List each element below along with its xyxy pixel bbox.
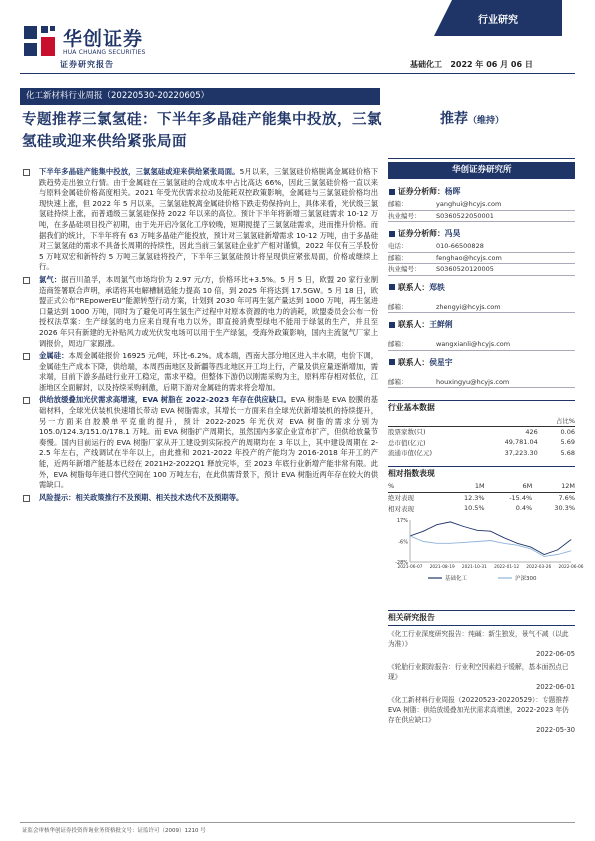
analyst-contact	[388, 377, 575, 389]
contact-label: 邮箱：	[388, 340, 408, 348]
contact-name: 郑轶	[429, 282, 445, 292]
analyst-name: 杨晖	[444, 187, 461, 196]
bullet-lead: 氯气：	[39, 274, 62, 284]
chart-point	[463, 542, 464, 543]
analyst-role: 证券分析师：	[398, 229, 445, 238]
chart-point	[504, 542, 505, 543]
sidebar	[388, 162, 584, 735]
table-cell: 5.69	[560, 438, 575, 447]
bullet-text: 据百川盈孚，本周氯气市场均价为 2.97 元/方，价格环比+3.5%。5 月 5 日，欧盟 20 家行业制造商签署联合声明，承诺将其电解槽制造能力提高 10 倍，到 2025 年将达到 17.5GW。5 月 18 日，欧盟正式公布“REpowerEU”能源转型行动方案，计划到 2030 年可再生氢产量达到 1000 万吨，再生氢进口量达到 1000 万吨，同时为了避免可再生氢生产过程中对原本资源的电力的消耗，欧盟委员会公布一份授权法草案：生产绿氢的电力应来自现有电力以外，即直接消费型绿电不能用于绿氢的生产，并且至 2026 年只有新建的无补贴风力或光伏发电场可以用于生产绿氢，受海外政策影响，国内主流氢气厂家上调报价，周边厂家跟涨。	[39, 274, 379, 348]
chart-x-tick-label: 2021-06-07	[397, 564, 423, 570]
contact-value[interactable]: yanghui@hcyjs.com	[436, 200, 502, 208]
analyst-contact	[388, 253, 575, 265]
basic-data-table	[388, 415, 575, 458]
contact-label: 电话：	[388, 242, 408, 250]
contact-label: 邮箱：	[388, 253, 408, 262]
chart-point	[504, 537, 505, 538]
performance-chart	[388, 514, 584, 584]
table-cell: 总市值(亿元)	[388, 438, 426, 447]
analyst-name: 冯昊	[444, 229, 461, 238]
chart-point	[517, 542, 518, 543]
bullet-text: EVA 树脂是 EVA 胶膜的基础材料，全球光伏装机快速增长带动 EVA 树脂需求，其增长一方面来自全球光伏新增装机的持续提升，另一方面来自胶膜单平克重的提升，预计 2022-2025 年光伏对 EVA 树脂的需求分别为 105.0/124.3/151.0/178.1 万吨。而 EVA 树脂扩产周期长，虽然国内多家企业宣布扩产，但供给放量节奏慢。国内目前运行的 EVA 树脂厂家从开工建设到实际投产的周期均在 3 年以上，其中建设周期在 2-2.5 年左右，产线调试在半年以上，由此推和 2021-2022 年投产的产能均为 2016-2018 年开工的产能，近两年新增产能基本已经在 2021H2-2022Q1 释放完毕，至 2023 年底行业新增产能非常有限。此外，EVA 树脂每年进口替代空间在 100 万吨左右，在此供需背景下，预计 EVA 树脂近两年存在较大的供需缺口。	[39, 395, 378, 490]
chart-series-line	[410, 521, 571, 554]
bullet-text: 本周金属硅报价 16925 元/吨，环比-6.2%。成本端，西南大部分地区进入丰水期，电价下调，金属硅生产成本下降，供给端，本周西南地区及新疆等西北地区开工均上行，产量及供应量逐渐增加，需求端，目前下游多晶硅行业开工稳定，需求平稳，但整体下游仍以刚需采购为主，原料库存相对低位，江浙地区全面解封，以及持续采购刺激，后期下游对金属硅的需求将会增加。	[39, 351, 378, 392]
chart-point	[490, 530, 491, 531]
bullet-lead: 供给放缓叠加光伏需求高增速，EVA 树脂在 2022-2023 年存在供应缺口。	[39, 395, 291, 405]
table-header-cell	[388, 415, 474, 426]
square-bullet-icon	[389, 284, 395, 290]
summary-bullets	[23, 167, 378, 503]
chart-y-tick-label: 17%	[396, 517, 408, 524]
footer-divider	[20, 822, 575, 823]
tag-notch	[434, 0, 452, 36]
chart-point	[450, 521, 451, 522]
logo-subtext: HUA CHUANG SECURITIES	[63, 49, 146, 56]
chart-point	[557, 554, 558, 555]
contact-role: 联系人：	[398, 357, 430, 367]
contact-value[interactable]: zhengyi@hcyjs.com	[436, 302, 501, 311]
bullet-item	[23, 351, 378, 393]
table-cell: 绝对表现	[388, 494, 414, 503]
contact-name: 王鲜俐	[429, 320, 453, 329]
related-report-link[interactable]: 《化工行业深度研究报告：纯碱：新生独发，景气不减（以此为准）》	[388, 629, 569, 648]
related-report-link[interactable]: 《化工新材料行业周报（20220523-20220529）：专题推荐 EVA 树脂：供给放缓叠加光伏需求高增速，2022-2023 年仍存在供应缺口》	[388, 695, 569, 724]
table-cell: 49,781.04	[504, 438, 538, 447]
table-cell: 426	[525, 427, 538, 436]
contact-title	[388, 281, 575, 295]
analyst-block	[388, 185, 575, 222]
performance-chart-svg	[388, 514, 584, 584]
table-cell: 7.6%	[558, 493, 575, 502]
bullet-item	[23, 395, 378, 490]
table-header-cell: 占比%	[538, 415, 575, 426]
contact-label: 邮箱：	[388, 302, 408, 311]
basic-data-title: 行业基本数据	[388, 400, 575, 415]
contact-value[interactable]: houxingyu@hcyjs.com	[436, 377, 510, 386]
bullet-box-icon	[23, 495, 30, 502]
square-bullet-icon	[389, 231, 395, 237]
chart-point	[423, 530, 424, 531]
table-cell: 5.68	[560, 448, 575, 457]
chart-y-tick-label: -28%	[395, 559, 408, 566]
contact-label: 邮箱：	[388, 200, 408, 208]
contact-block	[388, 318, 575, 351]
chart-x-tick-label: 2022-06-06	[558, 564, 584, 570]
analyst-contact	[388, 241, 575, 253]
table-cell: -15.4%	[509, 493, 533, 502]
analyst-contact	[388, 302, 575, 314]
chart-point	[571, 550, 572, 551]
chart-point	[557, 549, 558, 550]
contact-name: 侯星宇	[429, 357, 453, 367]
square-bullet-icon	[389, 359, 395, 365]
table-row	[388, 448, 575, 459]
table-cell: 12.3%	[463, 493, 485, 502]
report-type-tag	[434, 0, 562, 36]
chart-point	[463, 526, 464, 527]
contact-label: 邮箱：	[388, 377, 408, 386]
bullet-box-icon	[23, 397, 30, 404]
chart-point	[423, 541, 424, 542]
bullet-lead: 下半年多晶硅产能集中投放，三氯氢硅或迎来供给紧张局面。	[39, 167, 240, 176]
chart-point	[571, 539, 572, 540]
contact-block	[388, 281, 575, 314]
related-report-date: 2022-05-30	[536, 725, 575, 734]
table-header-row	[388, 481, 575, 492]
contact-value[interactable]: wangxianli@hcyjs.com	[436, 340, 511, 348]
contact-value: 010-66500828	[436, 242, 484, 250]
chart-point	[517, 544, 518, 545]
analyst-role: 证券分析师：	[398, 187, 445, 196]
chart-x-tick-label: 2022-01-12	[494, 564, 520, 570]
analyst-title	[388, 227, 575, 241]
institute-band: 华创证券研究所	[388, 162, 575, 179]
table-header-cell: 6M	[485, 481, 533, 492]
contact-role: 联系人：	[398, 282, 430, 292]
analyst-title	[388, 185, 575, 199]
table-cell: 流通市值(亿元)	[388, 449, 433, 458]
bullet-item	[23, 493, 378, 504]
table-header-cell: 12M	[532, 481, 575, 492]
table-cell: 37,223.30	[504, 448, 538, 457]
chart-point	[544, 554, 545, 555]
bullet-lead: 金属硅：	[39, 351, 69, 361]
table-cell: 30.3%	[554, 504, 575, 513]
footer-note: 证监会审核华创证券投资咨询业务资格批文号：证监许可（2009）1210 号	[22, 828, 206, 834]
logo-mark-icon	[23, 25, 57, 59]
table-row	[388, 426, 575, 437]
chart-x-tick-label: 2021-10-31	[461, 564, 487, 570]
table-cell: 相对表现	[388, 504, 414, 513]
chart-point	[436, 542, 437, 543]
analyst-contact	[388, 199, 575, 211]
contact-value: S0360522050001	[436, 211, 494, 220]
sector-name: 基础化工	[410, 60, 442, 69]
contact-label: 执业编号：	[388, 211, 421, 220]
logo-text: 华创证券	[63, 28, 144, 50]
analyst-contact	[388, 211, 575, 223]
header-divider	[20, 73, 575, 74]
square-bullet-icon	[389, 322, 395, 328]
bullet-text: 5月以来，三氯氢硅价格脱离金属硅价格下跌趋势走出独立行情。由于金属硅在三氯氢硅的合成成本中占比高达 66%，因此三氯氢硅价格一直以来与原料金属硅价格高度相关。2021 年受光伏需求拉动及能耗双控政策影响，金属硅与三氯氢硅价格均出现快速上涨，但 2022 年 5 月以来，三氯氢硅脱离金属硅价格下跌走势保持向上，具体来看，光伏级三氯氢硅持续上涨，而普通级三氯氢硅保持 2022 年以来的高位。预计下半年将新增三氯氢硅需求 10-12 万吨，在多晶硅项目投产初期，由于先开启冷氢化工序较晚，短期搅提了三氯氢硅需求，进而推升价格。而据我们的统计，下半年将有 63 万吨多晶硅产能投放，预计对三氯氢硅新增需求 10-12 万吨，由于多晶硅对三氯氢硅的需求不具备长周期的持续性，因此当前三氯氢硅企业扩产相对谨慎，2022 年仅有三孚股份 5 万吨双宏和新特约 5 万吨三氯氢硅将投产，下半年三氯氢硅预计将呈现供应紧张局面，价格或继续上行。	[39, 167, 378, 272]
bullet-lead: 风险提示：相关政策推行不及预期、相关技术迭代不及预期等。	[39, 492, 244, 502]
contact-block	[388, 356, 575, 389]
performance-title: 相对指数表现	[388, 466, 575, 481]
chart-point	[530, 548, 531, 549]
contact-role: 联系人：	[398, 320, 430, 329]
report-type-label: 行业研究	[478, 14, 518, 26]
contact-title	[388, 318, 575, 332]
sector-date	[410, 59, 533, 70]
table-header-cell: %	[388, 481, 442, 492]
bullet-box-icon	[23, 353, 30, 360]
rating-value: 推荐	[440, 111, 468, 127]
chart-point	[450, 542, 451, 543]
chart-x-tick-label: 2021-08-19	[429, 564, 455, 570]
table-row	[388, 503, 575, 514]
related-report-link[interactable]: 《轮胎行业跟踪报告：行业利空因素趋于缓解，基本面拐点已现》	[388, 662, 569, 681]
table-header-cell: 1M	[442, 481, 485, 492]
chart-point	[477, 529, 478, 530]
related-report-date: 2022-06-01	[536, 682, 575, 691]
table-row	[388, 492, 575, 503]
report-date: 2022 年 06 月 06 日	[450, 60, 533, 69]
contact-title	[388, 356, 575, 370]
analyst-contact	[388, 264, 575, 276]
rating	[440, 108, 504, 128]
chart-point	[477, 541, 478, 542]
square-bullet-icon	[389, 189, 395, 195]
bullet-box-icon	[23, 277, 30, 284]
table-cell: 0.4%	[515, 504, 533, 513]
chart-y-tick-label: -6%	[398, 538, 408, 545]
table-row	[388, 437, 575, 448]
chart-x-tick-label: 2022-03-26	[526, 564, 552, 570]
rating-divider	[388, 158, 575, 159]
chart-point	[410, 535, 411, 536]
rating-note: （维持）	[468, 116, 505, 126]
table-cell: 0.06	[560, 427, 575, 436]
contact-label: 执业编号：	[388, 265, 421, 273]
performance-table	[388, 481, 575, 514]
chart-point	[530, 546, 531, 547]
chart-legend-label: 基础化工	[445, 575, 468, 582]
bullet-item	[23, 275, 378, 349]
analyst-block	[388, 227, 575, 276]
table-header-row	[388, 415, 575, 426]
table-header-cell	[474, 415, 538, 426]
chart-point	[490, 540, 491, 541]
analyst-contact	[388, 339, 575, 351]
contact-value: S0360520120005	[436, 265, 494, 273]
related-reports-title: 相关研究报告	[388, 610, 575, 626]
chart-point	[544, 556, 545, 557]
bullet-box-icon	[23, 169, 30, 176]
page-title: 专题推荐三氯氢硅：下半年多晶硅产能集中投放，三氯氢硅或迎来供给紧张局面	[22, 112, 382, 150]
related-report-date: 2022-06-05	[536, 649, 575, 658]
contact-value[interactable]: fenghao@hcyjs.com	[436, 253, 502, 262]
bullet-item	[23, 167, 378, 273]
table-cell: 股票家数(只)	[388, 428, 426, 437]
company-logo	[23, 23, 163, 63]
series-band: 化工新材料行业周报（20220530-20220605）	[20, 88, 380, 105]
chart-point	[436, 524, 437, 525]
report-label: 证券研究报告	[60, 60, 114, 69]
table-cell: 10.5%	[463, 504, 485, 513]
chart-legend-label: 沪深300	[515, 575, 537, 582]
